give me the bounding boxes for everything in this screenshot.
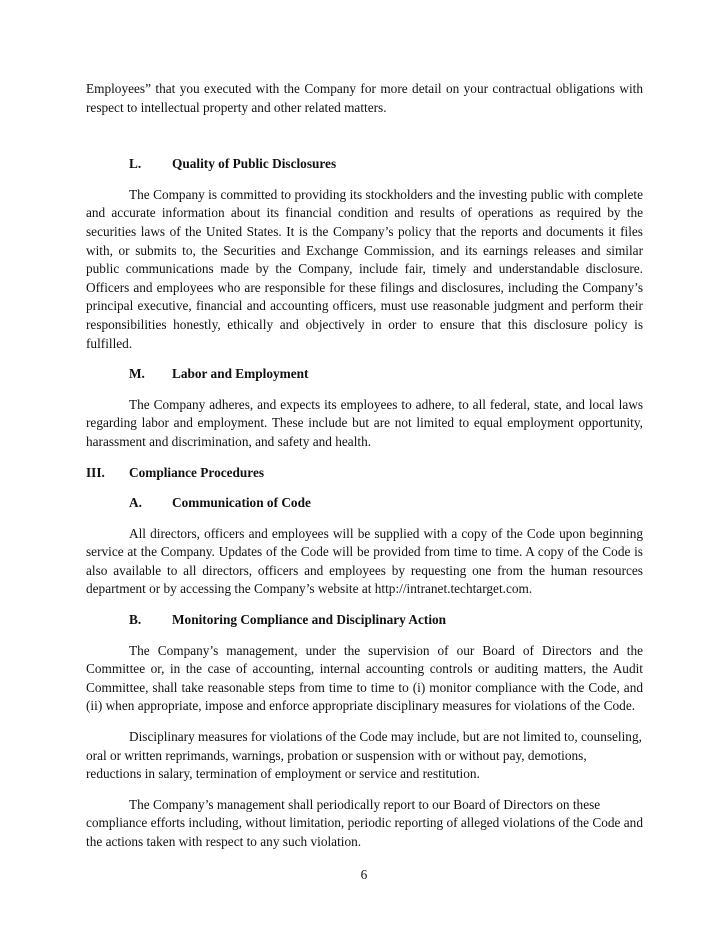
section-b-paragraph-1: The Company’s management, under the supervision of our Board of Directors and the Committee or, in the case of accounting, internal accounting controls or auditing matters, the Audit Committee, shall take reasonable steps from time to time to (i) monitor compliance with the Code, and (ii) when appropriate, impose and enforce appropriate disciplinary measures for violations of the Code. bbox=[86, 642, 643, 714]
section-a-paragraph: All directors, officers and employees will be supplied with a copy of the Code upon beginning service at the Company. Updates of the Code will be provided from time to time. A copy of the Code is also available to all directors, officers and employees by requesting one from the human resources department or by accessing the Company’s website at http://intranet.techtarget.com. bbox=[86, 525, 643, 597]
heading-section-m bbox=[86, 365, 643, 384]
section-title: Labor and Employment bbox=[172, 366, 309, 382]
document-page bbox=[86, 80, 643, 852]
section-title: Monitoring Compliance and Disciplinary Action bbox=[172, 612, 447, 628]
section-l-paragraph: The Company is committed to providing its stockholders and the investing public with complete and accurate information about its financial condition and results of operations as required by the securities laws of the United States. It is the Company’s policy that the reports and documents it files with, or submits to, the Securities and Exchange Commission, and its earnings releases and similar public communications made by the Company, include fair, timely and understandable disclosure. Officers and employees who are responsible for these filings and disclosures, including the Company’s principal executive, financial and accounting officers, must use reasonable judgment and perform their responsibilities honestly, ethically and objectively in order to ensure that this disclosure policy is fulfilled. bbox=[86, 186, 643, 351]
section-b-paragraph-2: Disciplinary measures for violations of the Code may include, but are not limited to, counseling, oral or written reprimands, warnings, probation or suspension with or without pay, demotions, reductions in salary, termination of employment or service and restitution. bbox=[86, 729, 642, 782]
heading-section-a bbox=[86, 494, 643, 513]
section-title: Quality of Public Disclosures bbox=[172, 156, 337, 172]
section-title: Communication of Code bbox=[172, 495, 311, 511]
section-title: Compliance Procedures bbox=[129, 464, 265, 480]
section-b-paragraph-3: The Company’s management shall periodically report to our Board of Directors on these compliance efforts including, without limitation, periodic reporting of alleged violations of the Code and the actions taken with respect to any such violation. bbox=[86, 796, 643, 849]
section-number: III. bbox=[86, 464, 105, 480]
page-number: 6 bbox=[360, 867, 368, 882]
heading-section-l bbox=[86, 155, 643, 174]
section-number: L. bbox=[129, 156, 142, 172]
heading-section-b bbox=[86, 611, 643, 630]
section-m-paragraph: The Company adheres, and expects its employees to adhere, to all federal, state, and local laws regarding labor and employment. These include but are not limited to equal employment opportunity, harassment and discrimination, and safety and health. bbox=[86, 396, 643, 449]
heading-section-iii bbox=[86, 464, 643, 483]
section-number: M. bbox=[129, 366, 145, 382]
section-number: B. bbox=[129, 612, 142, 628]
section-number: A. bbox=[129, 495, 142, 511]
intro-paragraph: Employees” that you executed with the Company for more detail on your contractual obligations with respect to intellectual property and other related matters. bbox=[86, 81, 643, 115]
